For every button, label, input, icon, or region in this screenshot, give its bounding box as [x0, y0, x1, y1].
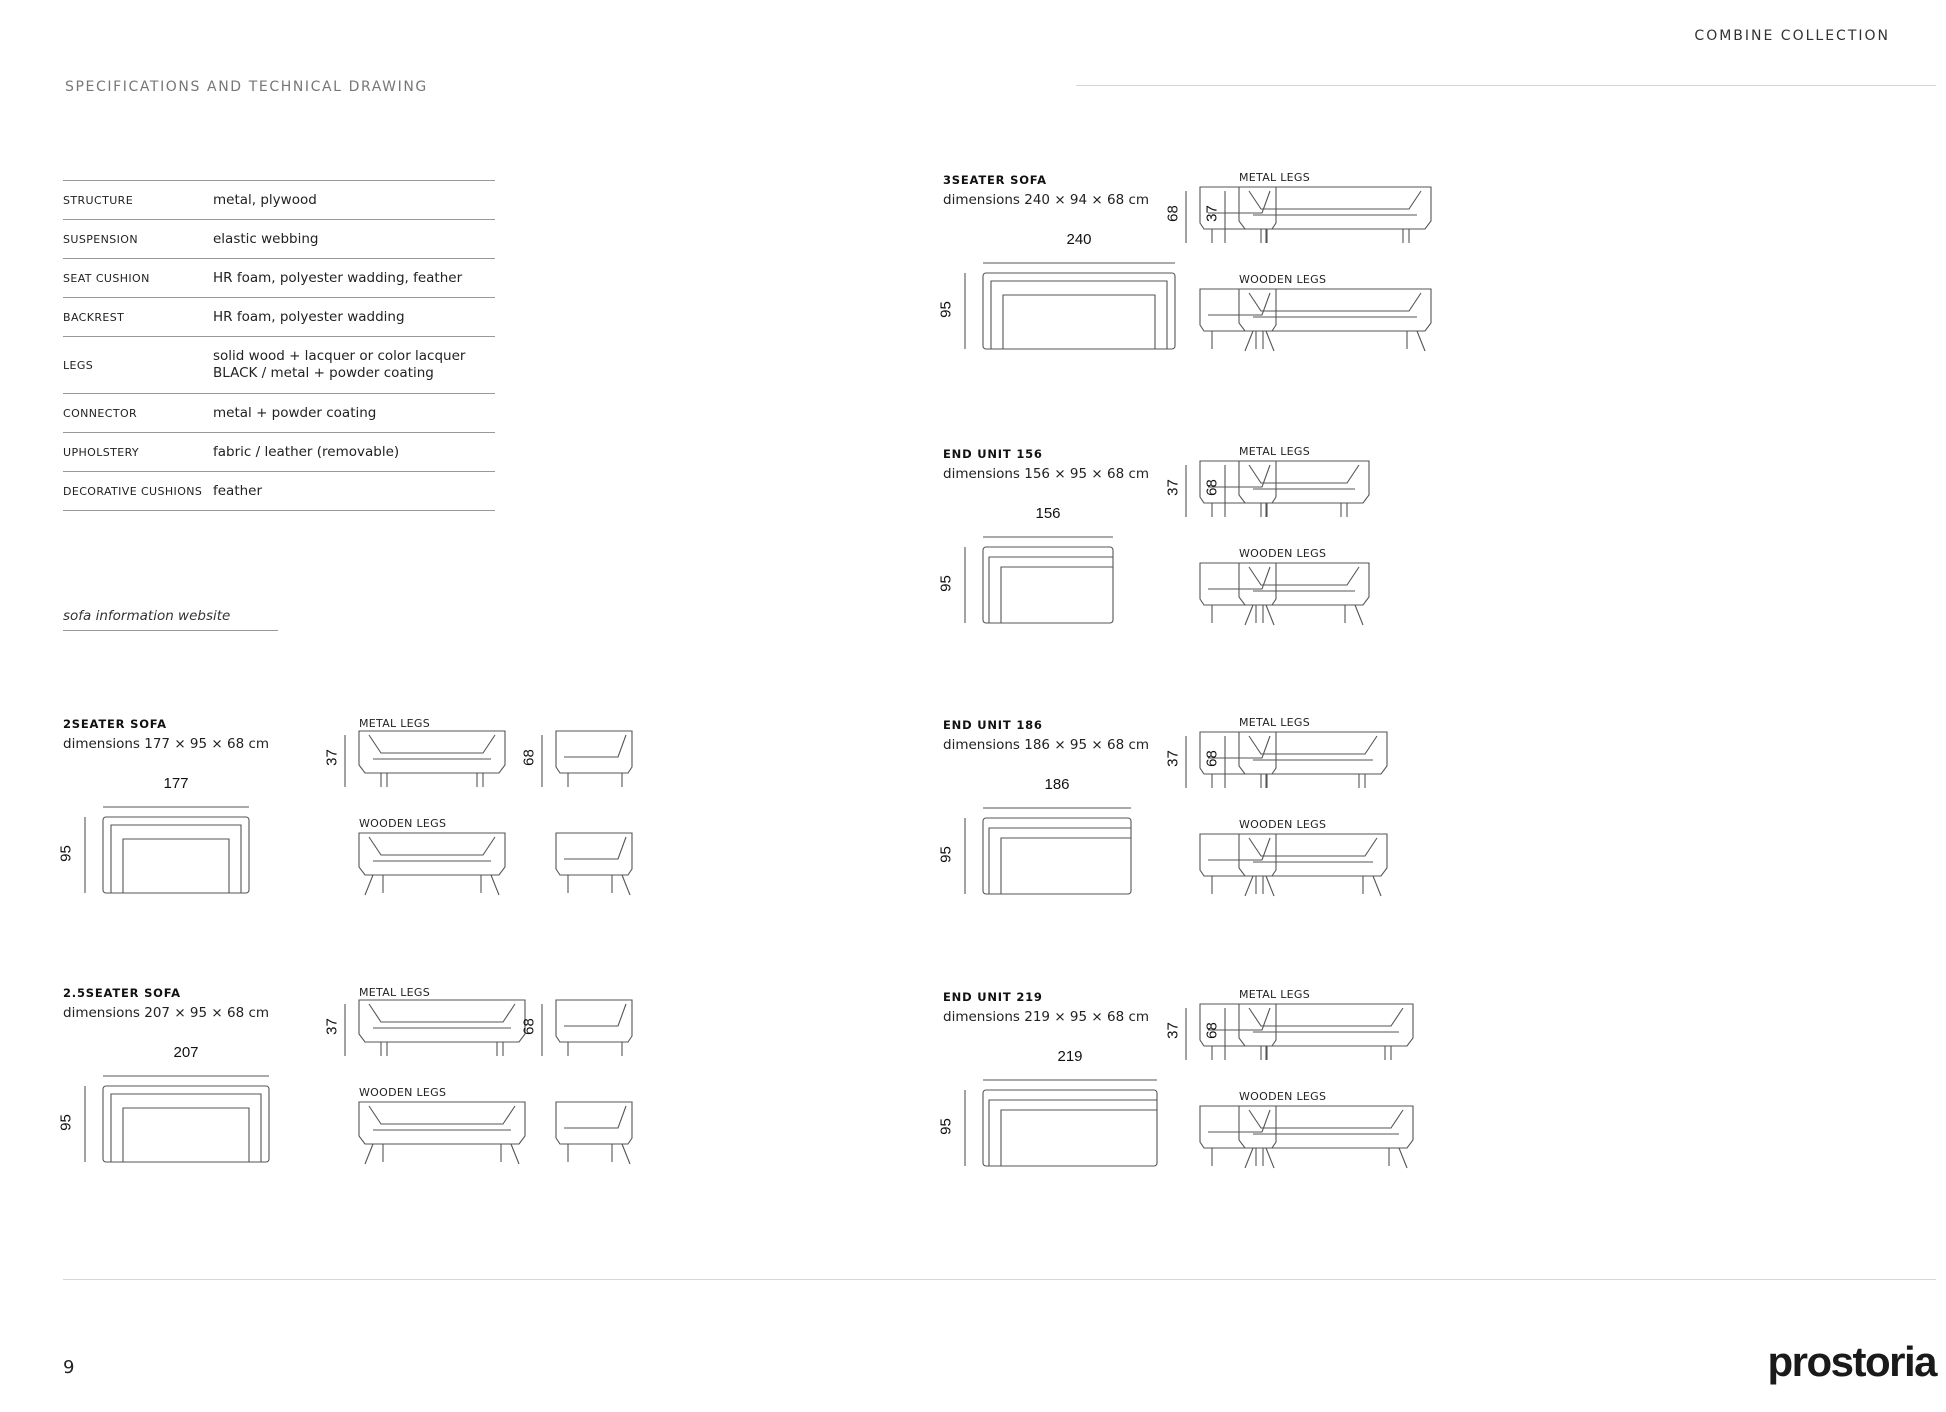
spec-label: LEGS [63, 358, 94, 372]
product-name: END UNIT 219 [943, 990, 1043, 1004]
front-view-wooden [359, 833, 505, 895]
specifications-table [63, 180, 495, 511]
plan-view [983, 273, 1175, 349]
product-dimensions: dimensions 177 × 95 × 68 cm [63, 736, 270, 752]
metal-legs-label: METAL LEGS [1239, 716, 1311, 729]
metal-legs-label: METAL LEGS [359, 986, 431, 999]
product-name: 3SEATER SOFA [943, 173, 1047, 187]
width-dimension: 186 [1044, 776, 1070, 793]
bottom-divider [63, 1279, 1936, 1280]
side-height-dimension: 68 [520, 749, 538, 766]
product-block [937, 445, 1643, 687]
front-view-metal [359, 731, 505, 787]
product-dimensions: dimensions 207 × 95 × 68 cm [63, 1005, 270, 1021]
depth-dimension: 95 [937, 575, 955, 592]
side-view-wooden [556, 1102, 632, 1164]
sofa-info-link[interactable]: sofa information website [63, 608, 278, 631]
depth-dimension: 95 [57, 845, 75, 862]
depth-dimension: 95 [57, 1114, 75, 1131]
spec-row-legs [63, 337, 495, 394]
product-block [57, 717, 763, 957]
product-dimensions: dimensions 186 × 95 × 68 cm [943, 737, 1150, 753]
metal-legs-label: METAL LEGS [1239, 988, 1311, 1001]
side-view-metal [556, 1000, 632, 1056]
spec-row-suspension [63, 220, 495, 259]
spec-label: SUSPENSION [63, 232, 138, 246]
front-view-metal [1239, 461, 1369, 517]
spec-value: solid wood + lacquer or color lacquer BLACK / metal + powder coating [213, 348, 466, 381]
front-height-dimension: 68 [1203, 750, 1221, 767]
side-height-dimension: 68 [520, 1018, 538, 1035]
depth-dimension: 95 [937, 846, 955, 863]
technical-drawing [943, 718, 1643, 958]
page-number: 9 [63, 1357, 75, 1378]
spec-value: fabric / leather (removable) [213, 443, 400, 460]
depth-dimension: 95 [937, 301, 955, 318]
spec-value: elastic webbing [213, 230, 319, 247]
side-height-dimension: 68 [1164, 205, 1182, 222]
spec-label: BACKREST [63, 310, 125, 324]
side-height-dimension: 37 [1164, 479, 1182, 496]
plan-view [103, 1086, 269, 1162]
front-height-dimension: 37 [323, 749, 341, 766]
front-height-dimension: 37 [323, 1018, 341, 1035]
product-block [937, 171, 1643, 413]
metal-legs-label: METAL LEGS [1239, 171, 1311, 184]
width-dimension: 219 [1057, 1048, 1083, 1065]
front-view-metal [359, 1000, 525, 1056]
spec-row-decorative-cushions [63, 472, 495, 511]
collection-name: COMBINE COLLECTION [1694, 28, 1890, 44]
front-view-metal [1239, 1004, 1413, 1060]
technical-drawing [943, 173, 1643, 413]
width-dimension: 207 [173, 1044, 199, 1061]
spec-row-connector [63, 394, 495, 433]
spec-value: metal + powder coating [213, 404, 377, 421]
technical-drawing [63, 717, 763, 957]
front-height-dimension: 68 [1203, 479, 1221, 496]
front-view-metal [1239, 732, 1387, 788]
spec-row-seat-cushion [63, 259, 495, 298]
width-dimension: 156 [1035, 505, 1061, 522]
spec-label: CONNECTOR [63, 406, 138, 420]
wooden-legs-label: WOODEN LEGS [1239, 818, 1327, 831]
plan-view [983, 1090, 1157, 1166]
product-dimensions: dimensions 219 × 95 × 68 cm [943, 1009, 1150, 1025]
brand-logo: prostoria [1767, 1338, 1936, 1385]
plan-view [983, 818, 1131, 894]
technical-drawing [63, 986, 763, 1226]
spec-value: HR foam, polyester wadding, feather [213, 269, 463, 286]
product-block [57, 986, 763, 1226]
metal-legs-label: METAL LEGS [359, 717, 431, 730]
spec-label: DECORATIVE CUSHIONS [63, 484, 203, 498]
side-view-wooden [1200, 563, 1276, 625]
width-dimension: 177 [163, 775, 189, 792]
product-dimensions: dimensions 156 × 95 × 68 cm [943, 466, 1150, 482]
plan-view [983, 547, 1113, 623]
front-view-metal [1239, 187, 1431, 243]
front-view-wooden [359, 1102, 525, 1164]
front-height-dimension: 68 [1203, 1022, 1221, 1039]
spec-row-upholstery [63, 433, 495, 472]
side-view-metal [556, 731, 632, 787]
top-divider [1076, 85, 1936, 86]
wooden-legs-label: WOODEN LEGS [359, 817, 447, 830]
width-dimension: 240 [1066, 231, 1092, 248]
product-name: 2.5SEATER SOFA [63, 986, 181, 1000]
wooden-legs-label: WOODEN LEGS [359, 1086, 447, 1099]
side-view-wooden [556, 833, 632, 895]
wooden-legs-label: WOODEN LEGS [1239, 1090, 1327, 1103]
product-block [937, 988, 1643, 1230]
front-height-dimension: 37 [1203, 205, 1221, 222]
spec-value: HR foam, polyester wadding [213, 308, 405, 325]
spec-label: STRUCTURE [63, 193, 134, 207]
plan-view [103, 817, 249, 893]
product-block [937, 716, 1643, 958]
spec-row-backrest [63, 298, 495, 337]
product-name: 2SEATER SOFA [63, 717, 167, 731]
spec-label: SEAT CUSHION [63, 271, 150, 285]
side-height-dimension: 37 [1164, 750, 1182, 767]
technical-drawing [943, 447, 1643, 687]
spec-label: UPHOLSTERY [63, 445, 140, 459]
side-view-wooden [1200, 289, 1276, 351]
front-view-wooden [1239, 1106, 1413, 1168]
side-view-wooden [1200, 1106, 1276, 1168]
wooden-legs-label: WOODEN LEGS [1239, 547, 1327, 560]
spec-value: feather [213, 482, 263, 499]
product-name: END UNIT 186 [943, 718, 1043, 732]
spec-row-structure [63, 181, 495, 220]
spec-value: metal, plywood [213, 191, 317, 208]
wooden-legs-label: WOODEN LEGS [1239, 273, 1327, 286]
metal-legs-label: METAL LEGS [1239, 445, 1311, 458]
product-dimensions: dimensions 240 × 94 × 68 cm [943, 192, 1150, 208]
technical-drawing [943, 990, 1643, 1230]
front-view-wooden [1239, 834, 1387, 896]
section-title: SPECIFICATIONS AND TECHNICAL DRAWING [65, 79, 428, 95]
front-view-wooden [1239, 563, 1369, 625]
depth-dimension: 95 [937, 1118, 955, 1135]
side-height-dimension: 37 [1164, 1022, 1182, 1039]
side-view-wooden [1200, 834, 1276, 896]
product-name: END UNIT 156 [943, 447, 1043, 461]
